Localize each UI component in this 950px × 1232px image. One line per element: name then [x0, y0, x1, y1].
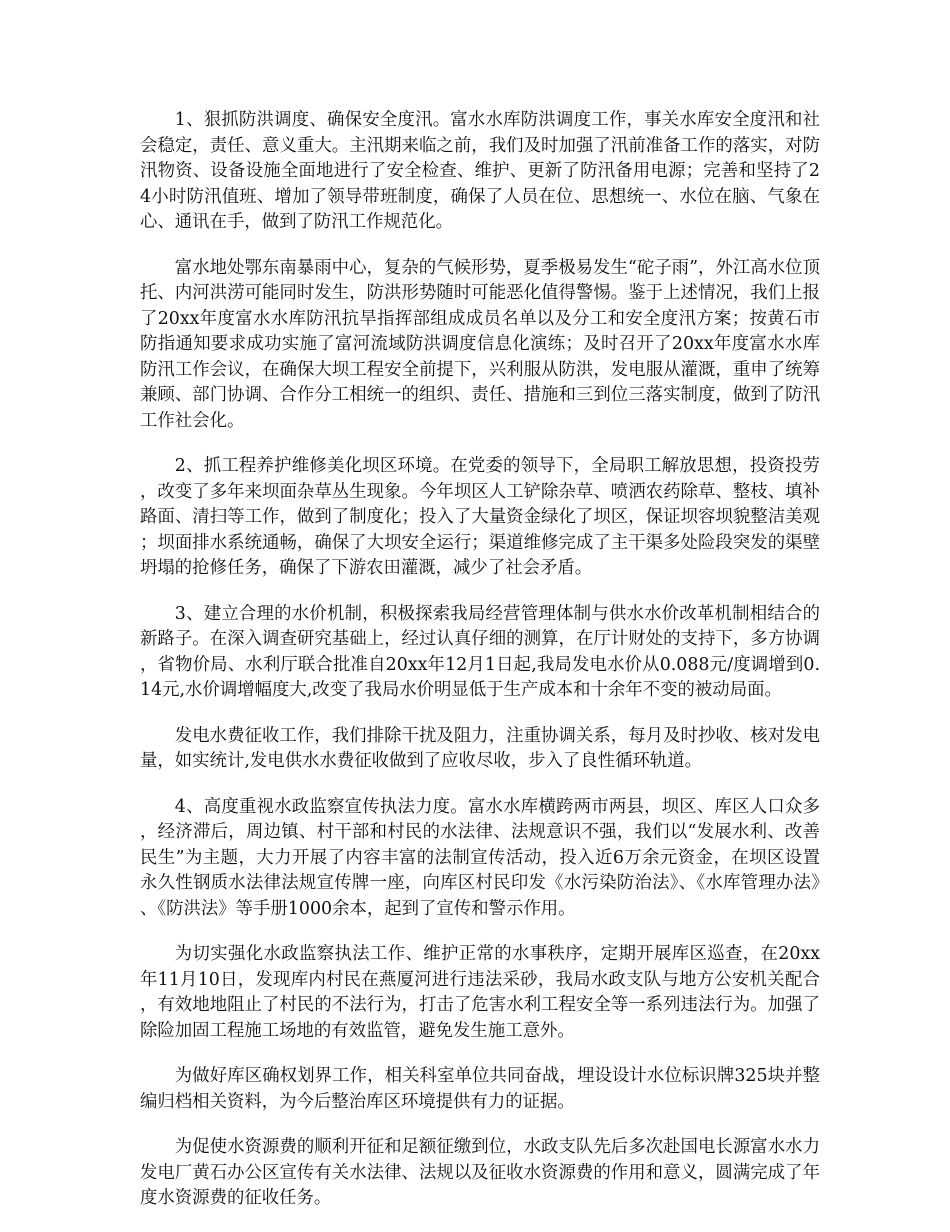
- document-body: [140, 108, 820, 1232]
- paragraph-resource-fee: 为促使水资源费的顺利开征和足额征缴到位，水政支队先后多次赴国电长源富水水力发电厂黄石办公区宣传有关水法律、法规以及征收水资源费的作用和意义，圆满完成了年度水资源费的征收任务。: [140, 1137, 820, 1208]
- paragraph-water-price: 3、建立合理的水价机制，积极探索我局经营管理体制与供水水价改革机制相结合的新路子。在深入调查研究基础上，经过认真仔细的测算，在厅计财处的支持下，多方协调，省物价局、水利厅联合批准自20xx年12月1日起,我局发电水价从0.088元/度调增到0.14元,水价调增幅度大,改变了我局水价明显低于生产成本和十余年不变的被动局面。: [140, 603, 820, 700]
- paragraph-dam-maintenance: 2、抓工程养护维修美化坝区环境。在党委的领导下，全局职工解放思想，投资投劳，改变了多年来坝面杂草丛生现象。今年坝区人工铲除杂草、喷洒农药除草、整枝、填补路面、清扫等工作，做到了制度化；投入了大量资金绿化了坝区，保证坝容坝貌整洁美观；坝面排水系统通畅，确保了大坝安全运行；渠道维修完成了主干渠多处险段突发的渠壁坍塌的抢修任务，确保了下游农田灌溉，减少了社会矛盾。: [140, 456, 820, 578]
- paragraph-flood-control: 1、狠抓防洪调度、确保安全度汛。富水水库防洪调度工作，事关水库安全度汛和社会稳定，责任、意义重大。主汛期来临之前，我们及时加强了汛前准备工作的落实，对防汛物资、设备设施全面地进行了安全检查、维护、更新了防汛备用电源；完善和坚持了24小时防汛值班、增加了领导带班制度，确保了人员在位、思想统一、水位在脑、气象在心、通讯在手，做到了防汛工作规范化。: [140, 110, 820, 232]
- paragraph-fee-collection: 发电水费征收工作，我们排除干扰及阻力，注重协调关系，每月及时抄收、核对发电量，如实统计,发电供水水费征收做到了应收尽收，步入了良性循环轨道。: [140, 725, 820, 771]
- paragraph-boundary-demarcation: 为做好库区确权划界工作，相关科室单位共同奋战，埋设设计水位标识牌325块并整编归档相关资料，为今后整治库区环境提供有力的证据。: [140, 1066, 820, 1112]
- paragraph-law-enforcement: 为切实强化水政监察执法工作、维护正常的水事秩序，定期开展库区巡查，在20xx年11月10日，发现库内村民在燕厦河进行违法采砂，我局水政支队与地方公安机关配合，有效地地阻止了村民的不法行为，打击了危害水利工程安全等一系列违法行为。加强了除险加固工程施工场地的有效监管，避免发生施工意外。: [140, 944, 820, 1041]
- paragraph-law-publicity: 4、高度重视水政监察宣传执法力度。富水水库横跨两市两县，坝区、库区人口众多，经济滞后，周边镇、村干部和村民的水法律、法规意识不强，我们以“发展水利、改善民生”为主题，大力开展了内容丰富的法制宣传活动，投入近6万余元资金，在坝区设置永久性钢质水法律法规宣传牌一座，向库区村民印发《水污染防治法》、《水库管理办法》、《防洪法》等手册1000余本，起到了宣传和警示作用。: [140, 796, 820, 919]
- paragraph-flood-situation: 富水地处鄂东南暴雨中心，复杂的气候形势，夏季极易发生“砣子雨”，外江高水位顶托、内河洪涝可能同时发生，防洪形势随时可能恶化值得警惕。鉴于上述情况，我们上报了20xx年度富水水库防汛抗旱指挥部组成成员名单以及分工和安全度汛方案；按黄石市防指通知要求成功实施了富河流域防洪调度信息化演练；及时召开了20xx年度富水水库防汛工作会议，在确保大坝工程安全前提下，兴利服从防洪，发电服从灌溉，重申了统筹兼顾、部门协调、合作分工相统一的组织、责任、措施和三到位三落实制度，做到了防汛工作社会化。: [140, 257, 820, 431]
